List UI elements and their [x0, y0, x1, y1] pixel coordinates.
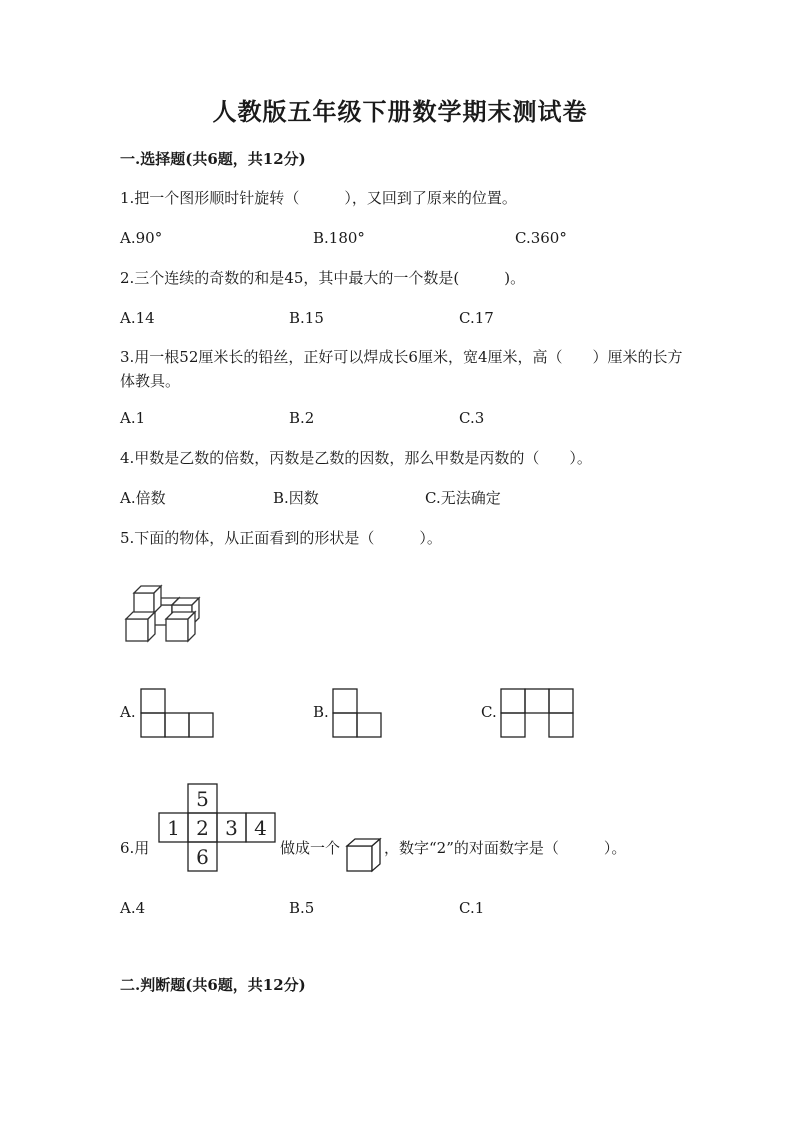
- page-title: 人教版五年级下册数学期末测试卷: [212, 97, 588, 126]
- question-1: 1.把一个图形顺时针旋转（ ），又回到了原来的位置。: [120, 189, 517, 207]
- question-4: 4.甲数是乙数的倍数，丙数是乙数的因数，那么甲数是丙数的（ ）。: [120, 449, 592, 467]
- question-6-middle: 做成一个: [280, 839, 341, 857]
- q5-option-b-shape: [332, 688, 384, 738]
- q4-option-b[interactable]: B.因数: [273, 489, 319, 507]
- q6-cube-figure: [346, 838, 382, 872]
- q5-cube-object-figure: [122, 583, 208, 645]
- question-5: 5.下面的物体，从正面看到的形状是（ ）。: [120, 529, 442, 547]
- question-6-suffix: ，数字“2”的对面数字是（ ）。: [384, 839, 627, 857]
- question-2: 2.三个连续的奇数的和是45，其中最大的一个数是( )。: [120, 269, 526, 287]
- q3-option-a[interactable]: A.1: [120, 409, 146, 427]
- question-3: 3.用一根52厘米长的铅丝，正好可以焊成长6厘米，宽4厘米，高（ ）厘米的长方体教具。: [120, 348, 683, 390]
- net-face-4: 4: [254, 816, 267, 840]
- q4-option-a[interactable]: A.倍数: [120, 489, 166, 507]
- q5-option-c-shape: [500, 688, 576, 738]
- net-face-bottom: 6: [196, 845, 209, 869]
- net-face-top: 5: [196, 787, 209, 811]
- q2-option-c[interactable]: C.17: [459, 309, 494, 327]
- q3-option-b[interactable]: B.2: [289, 409, 315, 427]
- q5-option-a-shape: [140, 688, 215, 738]
- q6-cube-net: [158, 783, 276, 873]
- q6-option-a[interactable]: A.4: [120, 899, 146, 917]
- q6-option-c[interactable]: C.1: [459, 899, 485, 917]
- net-face-3: 3: [225, 816, 238, 840]
- q2-option-b[interactable]: B.15: [289, 309, 324, 327]
- q2-option-a[interactable]: A.14: [120, 309, 155, 327]
- section-choice-heading: 一.选择题(共6题，共12分): [120, 150, 306, 168]
- q1-option-a[interactable]: A.90°: [120, 229, 163, 247]
- q1-option-c[interactable]: C.360°: [515, 229, 567, 247]
- question-6-prefix: 6.用: [120, 839, 150, 857]
- q5-option-c[interactable]: C.: [481, 703, 497, 721]
- q3-option-c[interactable]: C.3: [459, 409, 485, 427]
- section-judge-heading: 二.判断题(共6题，共12分): [120, 976, 306, 994]
- net-face-2: 2: [196, 816, 209, 840]
- q1-option-b[interactable]: B.180°: [313, 229, 365, 247]
- q6-option-b[interactable]: B.5: [289, 899, 315, 917]
- net-face-1: 1: [167, 816, 180, 840]
- q5-option-b[interactable]: B.: [313, 703, 329, 721]
- q4-option-c[interactable]: C.无法确定: [425, 489, 501, 507]
- q5-option-a[interactable]: A.: [120, 703, 136, 721]
